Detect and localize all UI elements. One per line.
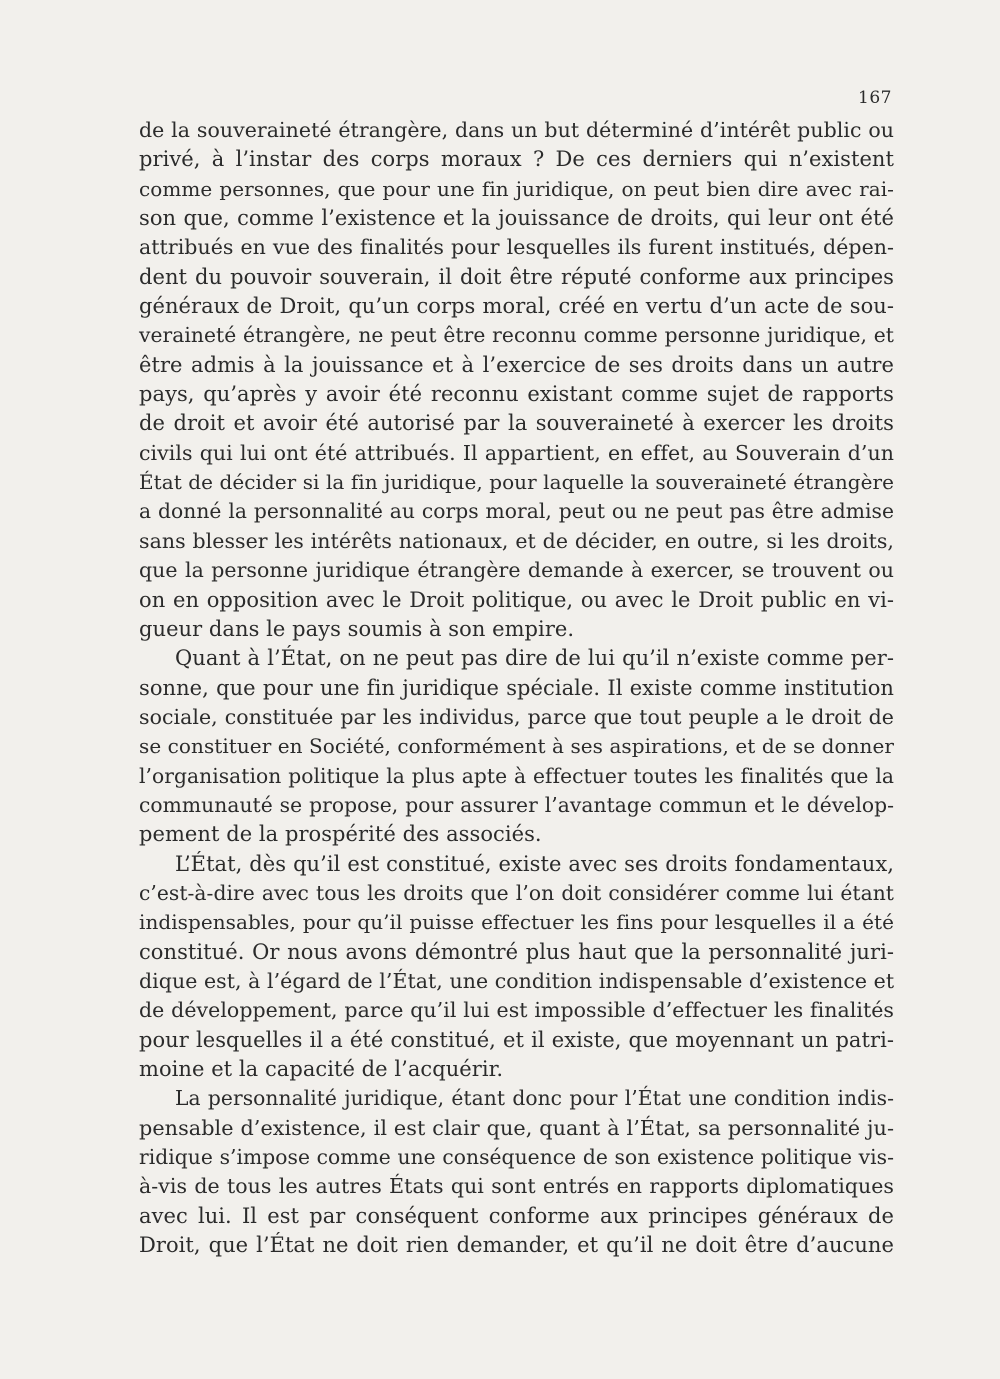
text-line: généraux de Droit, qu’un corps moral, créé en vertu d’un acte de sou- — [139, 294, 894, 319]
text-line: L’État, dès qu’il est constitué, existe avec ses droits fondamentaux, — [175, 851, 894, 876]
text-line: sociale, constituée par les individus, parce que tout peuple a le droit de — [139, 704, 894, 729]
text-line: La personnalité juridique, étant donc pour l’État une condition indis- — [175, 1086, 894, 1111]
page-number: 167 — [858, 88, 892, 108]
text-line: indispensables, pour qu’il puisse effectuer les fins pour lesquelles il a été — [139, 910, 894, 935]
text-line: de développement, parce qu’il lui est impossible d’effectuer les finalités — [139, 998, 894, 1023]
text-line: a donné la personnalité au corps moral, peut ou ne peut pas être admise — [139, 499, 894, 524]
text-line: de la souveraineté étrangère, dans un but déterminé d’intérêt public ou — [139, 118, 894, 142]
text-line: dique est, à l’égard de l’État, une condition indispensable d’existence et — [139, 968, 895, 993]
text-line: de droit et avoir été autorisé par la souveraineté à exercer les droits — [139, 411, 894, 436]
text-line: constitué. Or nous avons démontré plus haut que la personnalité juri- — [139, 939, 894, 964]
text-line: avec lui. Il est par conséquent conforme aux principes généraux de — [139, 1203, 894, 1228]
text-line: Quant à l’État, on ne peut pas dire de lui qu’il n’existe comme per- — [175, 646, 894, 671]
text-line: se constituer en Société, conformément à ses aspirations, et de se donner — [139, 734, 894, 759]
text-line: communauté se propose, pour assurer l’avantage commun et le dévelop- — [139, 792, 894, 817]
text-line: pays, qu’après y avoir été reconnu existant comme sujet de rapports — [139, 382, 894, 407]
text-line: Droit, que l’État ne doit rien demander, et qu’il ne doit être d’aucune — [139, 1233, 894, 1258]
text-line: dent du pouvoir souverain, il doit être réputé conforme aux principes — [139, 264, 894, 289]
text-line: gueur dans le pays soumis à son empire. — [139, 616, 575, 641]
text-line: pour lesquelles il a été constitué, et il existe, que moyennant un patri- — [139, 1027, 894, 1052]
text-line: être admis à la jouissance et à l’exercice de ses droits dans un autre — [139, 352, 894, 377]
text-line: à-vis de tous les autres États qui sont entrés en rapports diplomatiques — [139, 1174, 894, 1199]
text-line: ridique s’impose comme une conséquence de son existence politique vis- — [139, 1145, 894, 1170]
text-line: pement de la prospérité des associés. — [139, 822, 542, 847]
text-line: attribués en vue des finalités pour lesquelles ils furent institués, dépen- — [139, 235, 894, 260]
text-line: sonne, que pour une fin juridique spéciale. Il existe comme institution — [139, 675, 894, 700]
text-line: pensable d’existence, il est clair que, quant à l’État, sa personnalité ju- — [139, 1115, 894, 1140]
text-line: privé, à l’instar des corps moraux ? De ces derniers qui n’existent — [139, 147, 894, 172]
text-line: sans blesser les intérêts nationaux, et de décider, en outre, si les droits, — [139, 528, 894, 553]
text-line: État de décider si la fin juridique, pour laquelle la souveraineté étrangère — [139, 470, 894, 495]
text-line: son que, comme l’existence et la jouissance de droits, qui leur ont été — [139, 206, 894, 231]
text-line: que la personne juridique étrangère demande à exercer, se trouvent ou — [139, 558, 894, 583]
text-line: l’organisation politique la plus apte à effectuer toutes les finalités que la — [139, 763, 894, 788]
text-line: moine et la capacité de l’acquérir. — [139, 1057, 504, 1081]
text-line: veraineté étrangère, ne peut être reconnu comme personne juridique, et — [139, 323, 894, 348]
text-line: c’est-à-dire avec tous les droits que l’on doit considérer comme lui étant — [139, 880, 894, 905]
body-text — [139, 116, 894, 1260]
text-line: civils qui lui ont été attribués. Il appartient, en effet, au Souverain d’un — [139, 440, 894, 465]
text-line: on en opposition avec le Droit politique, ou avec le Droit public en vi- — [139, 587, 894, 612]
text-line: comme personnes, que pour une fin juridique, on peut bien dire avec rai- — [139, 176, 894, 201]
